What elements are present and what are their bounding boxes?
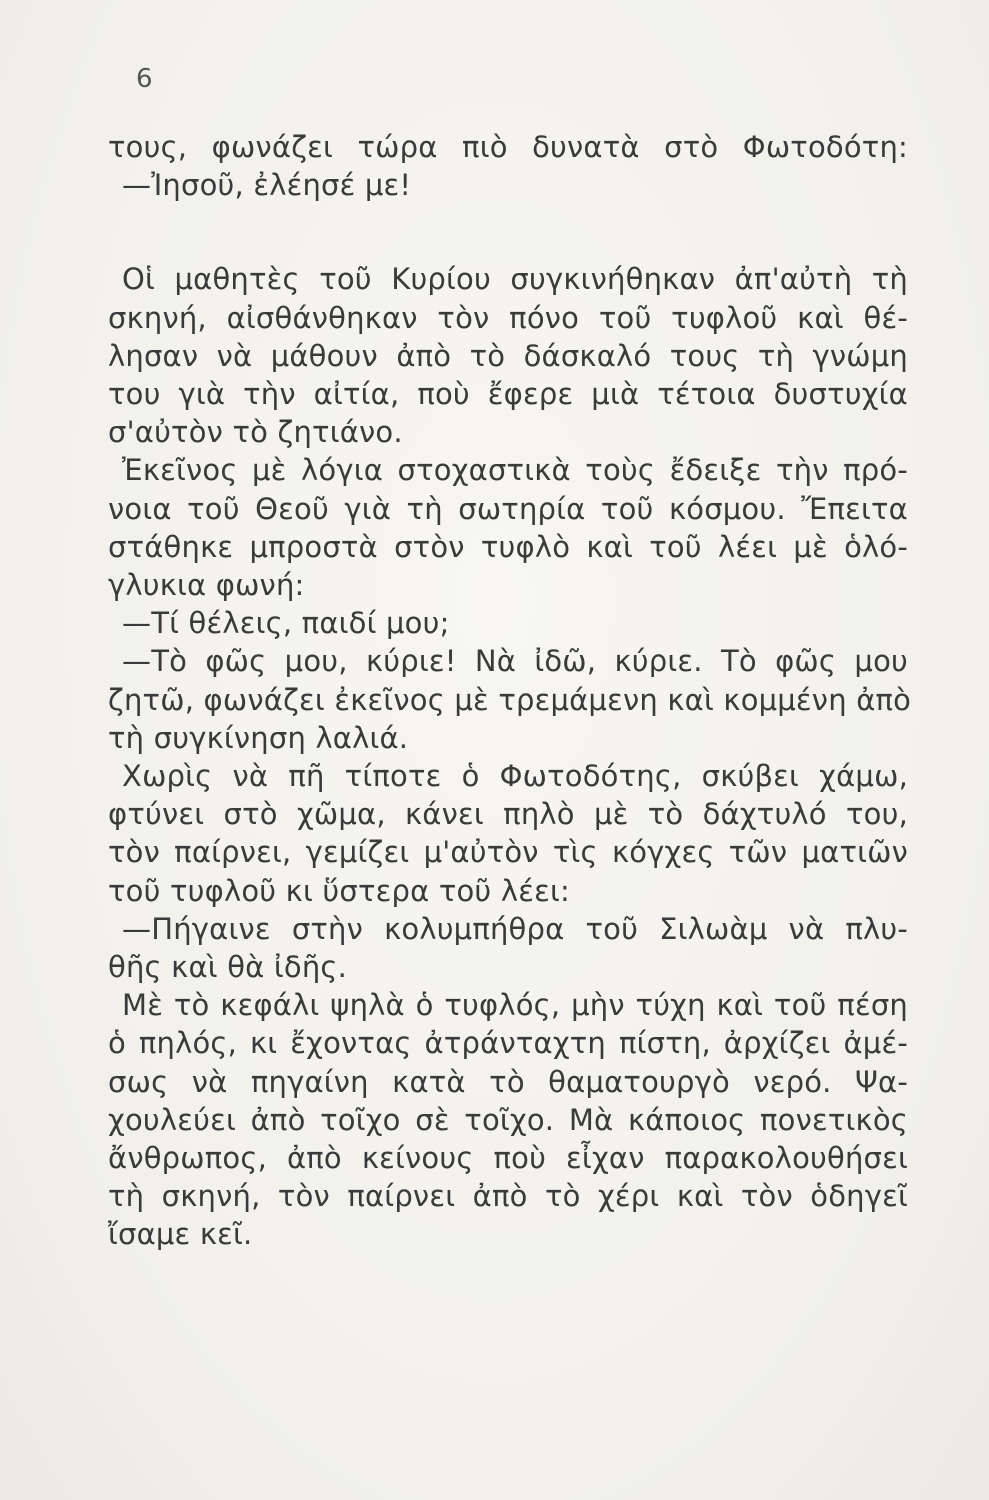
text-line: τὸν παίρνει, γεμίζει μ'αὐτὸν τὶς κόγχες τῶν ματιῶν [108,835,908,870]
text-line: λησαν νὰ μάθουν ἀπὸ τὸ δάσκαλό τους τὴ γνώμη [108,338,908,373]
text-line: —Τί θέλεις, παιδί μου; [122,606,450,641]
text-line: τὴ σκηνή, τὸν παίρνει ἀπὸ τὸ χέρι καὶ τὸν ὁδηγεῖ [108,1179,908,1214]
text-line: τοῦ τυφλοῦ κι ὕστερα τοῦ λέει: [108,873,570,908]
text-line: γλυκια φωνή: [108,568,305,603]
page-number: 6 [136,64,153,94]
text-line: σως νὰ πηγαίνη κατὰ τὸ θαματουργὸ νερό. Ψα- [108,1064,908,1099]
text-line: τὴ συγκίνηση λαλιά. [108,720,409,755]
text-line: στάθηκε μπροστὰ στὸν τυφλὸ καὶ τοῦ λέει μὲ ὁλό- [108,529,908,564]
text-line: ὁ πηλός, κι ἔχοντας ἀτράνταχτη πίστη, ἀρχίζει ἀμέ- [108,1026,908,1061]
paragraph-gap [108,204,908,260]
text-line: —Πήγαινε στὴν κολυμπήθρα τοῦ Σιλωὰμ νὰ πλυ- [122,911,908,946]
text-line: ἴσαμε κεῖ. [108,1217,253,1252]
text-line: φτύνει στὸ χῶμα, κάνει πηλὸ μὲ τὸ δάχτυλό του, [108,797,908,832]
text-line: —Ἰησοῦ, ἐλέησέ με! [122,168,412,203]
body-text [108,128,912,1254]
text-line: χουλεύει ἀπὸ τοῖχο σὲ τοῖχο. Μὰ κάποιος πονετικὸς [108,1102,908,1137]
text-line: Οἱ μαθητὲς τοῦ Κυρίου συγκινήθηκαν ἀπ'αὐτὴ τὴ [122,262,908,297]
text-line: ζητῶ, φωνάζει ἐκεῖνος μὲ τρεμάμενη καὶ κομμένη ἀπὸ [108,682,912,717]
text-line: Ἐκεῖνος μὲ λόγια στοχαστικὰ τοὺς ἔδειξε τὴν πρό- [122,453,908,488]
text-line: Μὲ τὸ κεφάλι ψηλὰ ὁ τυφλός, μὴν τύχη καὶ τοῦ πέση [122,988,908,1023]
text-line: σ'αὐτὸν τὸ ζητιάνο. [108,415,403,450]
text-line: σκηνή, αἰσθάνθηκαν τὸν πόνο τοῦ τυφλοῦ καὶ θέ- [108,300,908,335]
text-line: θῆς καὶ θὰ ἰδῆς. [108,950,348,985]
text-line: του γιὰ τὴν αἰτία, ποὺ ἔφερε μιὰ τέτοια δυστυχία [108,377,908,412]
text-line: νοια τοῦ Θεοῦ γιὰ τὴ σωτηρία τοῦ κόσμου. Ἔπειτα [108,491,908,526]
text-line: ἄνθρωπος, ἀπὸ κείνους ποὺ εἶχαν παρακολουθήσει [108,1141,908,1176]
text-line: Χωρὶς νὰ πῆ τίποτε ὁ Φωτοδότης, σκύβει χάμω, [122,759,908,794]
text-line: τους, φωνάζει τώρα πιὸ δυνατὰ στὸ Φωτοδότη: [108,130,908,164]
text-line: —Τὸ φῶς μου, κύριε! Νὰ ἰδῶ, κύριε. Τὸ φῶς μου [122,644,908,679]
